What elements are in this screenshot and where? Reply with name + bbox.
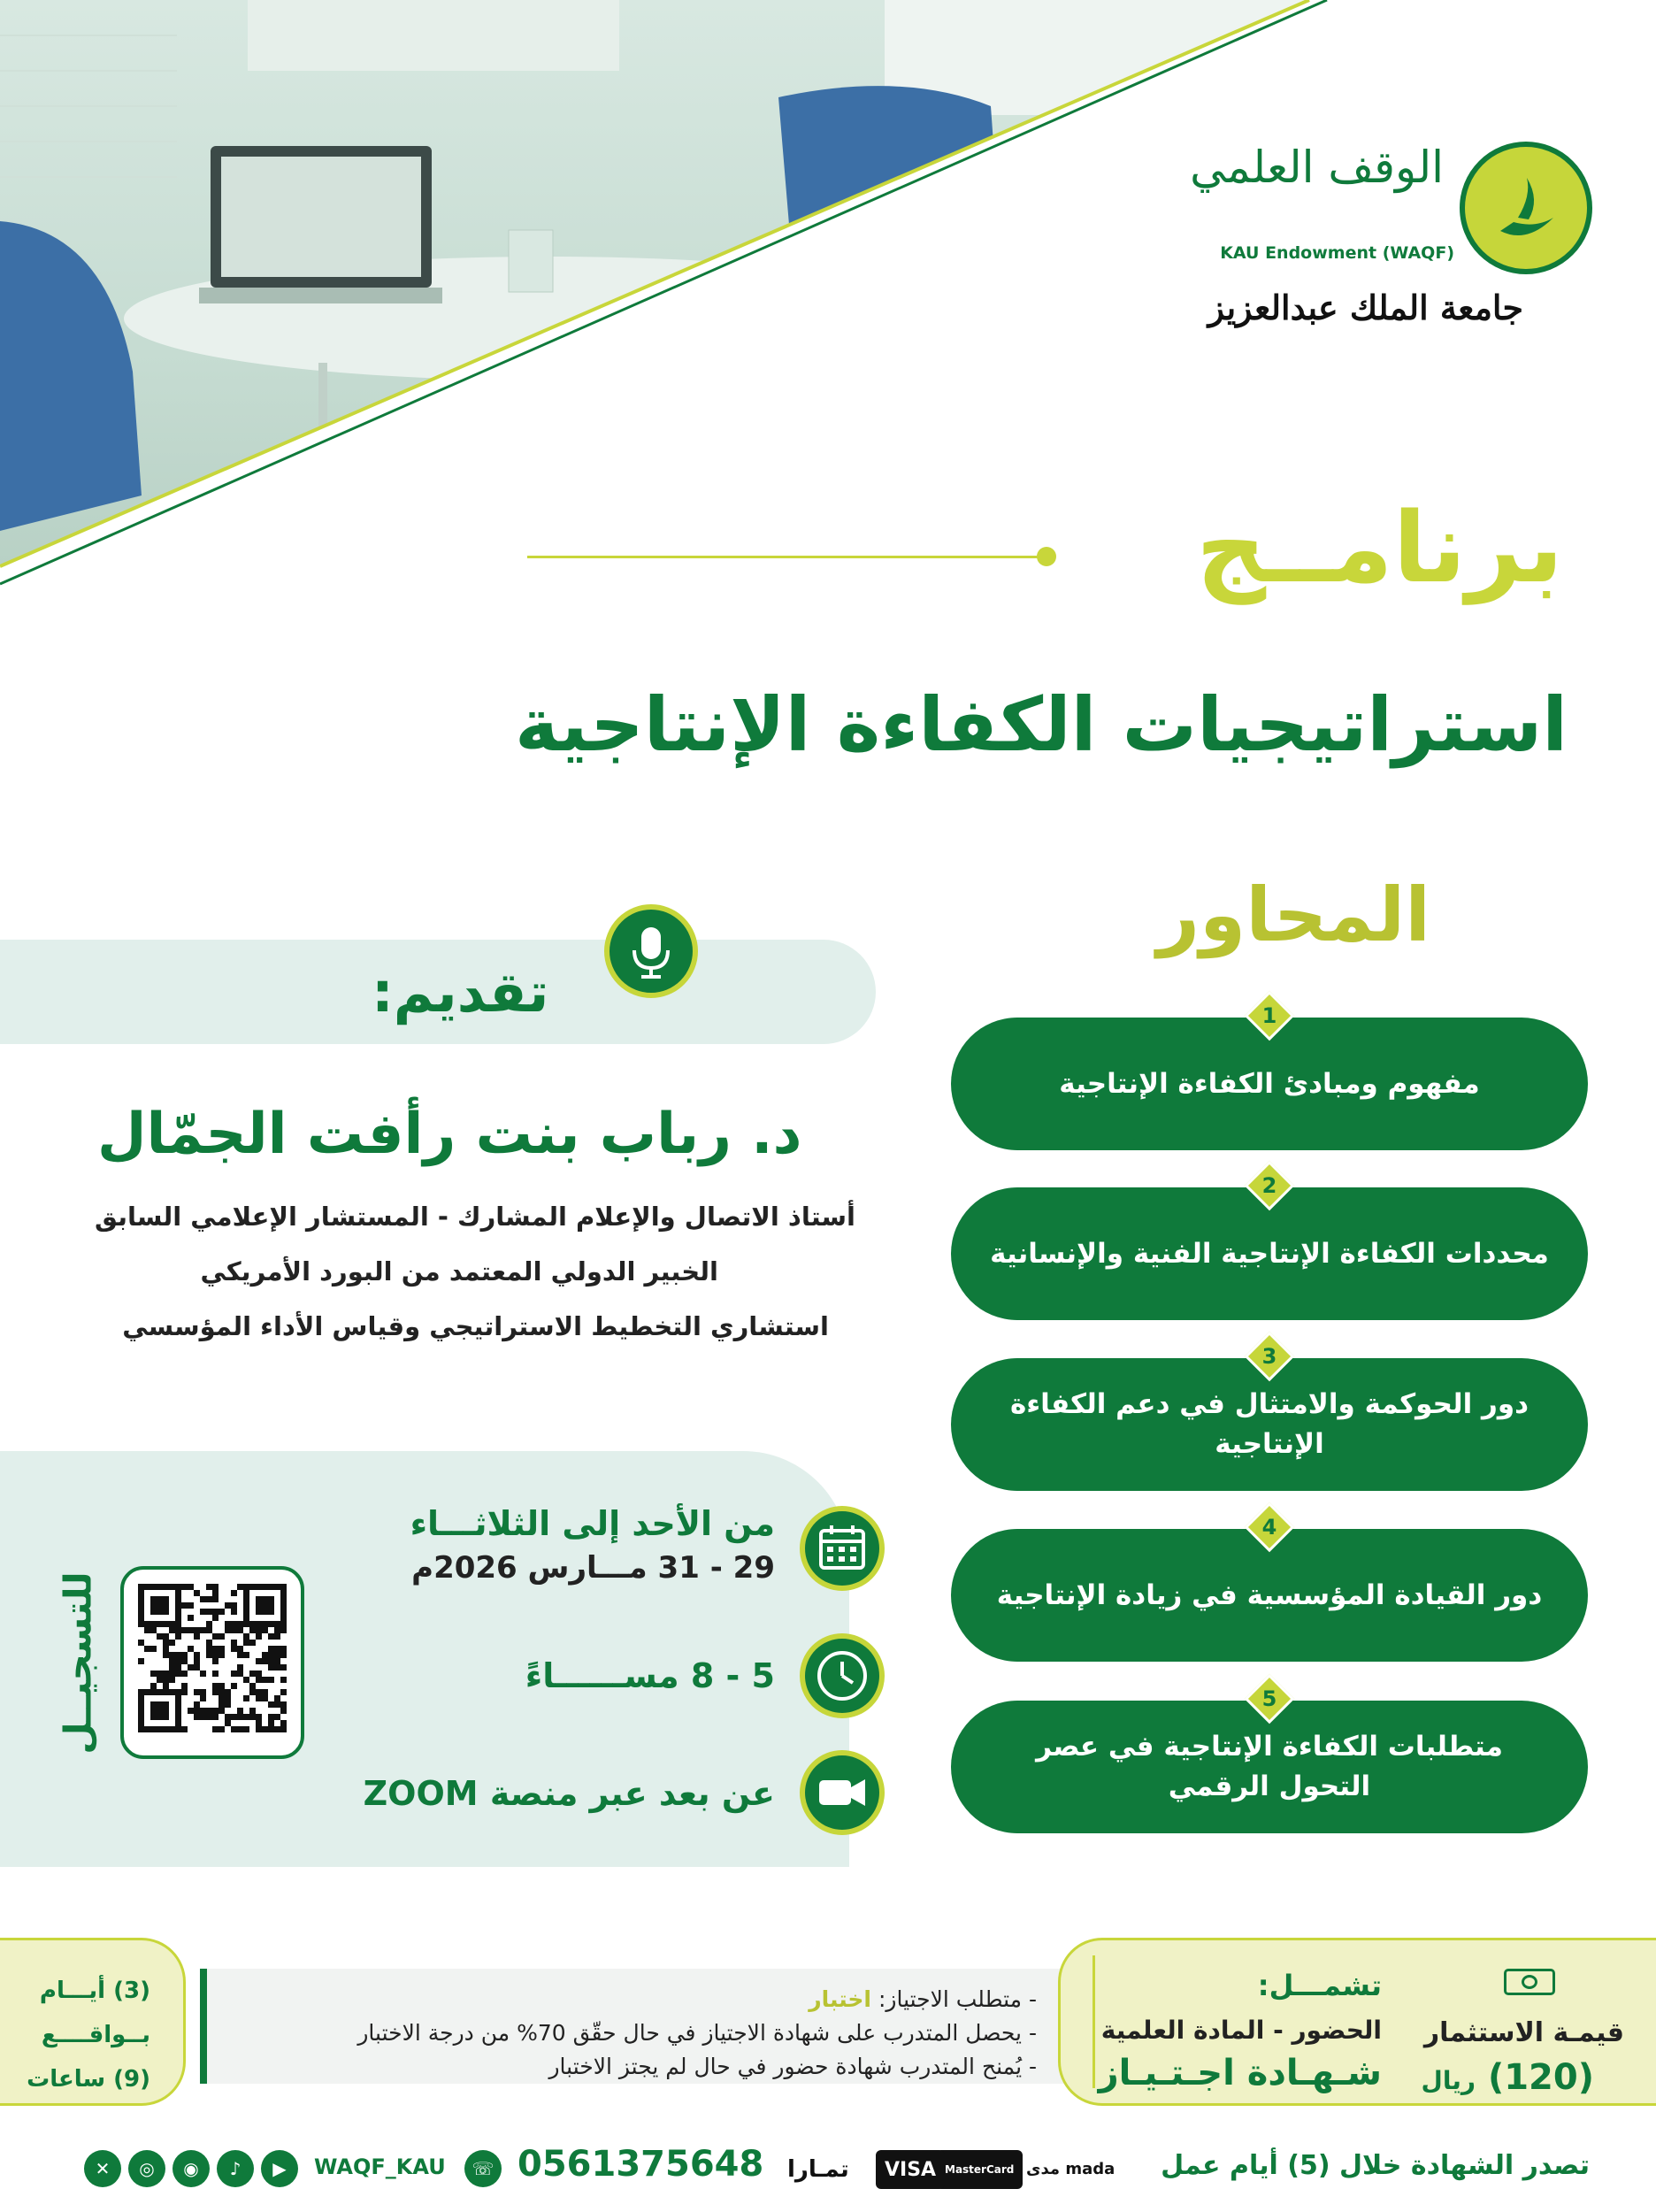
x-twitter-icon[interactable]: ✕ [84, 2150, 121, 2187]
presenter-bio-line-3: استشاري التخطيط الاستراتيجي وقياس الأداء المؤسسي [122, 1311, 829, 1341]
currency-symbol: ريال [1421, 2066, 1476, 2095]
requirement-line-3: - يُمنح المتدرب شهادة حضور في حال لم يجتز الاختبار [548, 2054, 1037, 2079]
phone-number[interactable]: 0561375648 [518, 2144, 764, 2185]
register-label: للتسجيــل [56, 1571, 100, 1755]
platform-text: عن بعد عبر منصة ZOOM [363, 1774, 775, 1813]
mada-logo: مدى mada [1026, 2160, 1116, 2179]
logo-arabic-text: الوقف العلمي [1190, 142, 1444, 193]
includes-items: الحضور - المادة العلمية [1100, 2016, 1382, 2045]
requirement-label: متطلب الاجتياز: [878, 1986, 1023, 2012]
instagram-icon[interactable]: ◎ [128, 2150, 165, 2187]
youtube-icon[interactable]: ▶ [261, 2150, 298, 2187]
presenter-bio-line-1: أستاذ الاتصال والإعلام المشارك - المستشار الإعلامي السابق [94, 1202, 855, 1232]
duration-by: بــواقــــع [41, 2022, 150, 2048]
axes-heading: المحاور [1156, 872, 1430, 958]
mastercard-logo: MasterCard [936, 2150, 1023, 2189]
program-label: برنامــج [1196, 491, 1563, 604]
presenter-label: تقديم: [372, 960, 549, 1025]
duration-hours: (9) ساعات [27, 2066, 150, 2093]
certificate-note: تصدر الشهادة خلال (5) أيام عمل [1161, 2150, 1590, 2181]
requirements-accent-bar [200, 1969, 207, 2084]
cost-label: قيمـة الاستثمار [1423, 2017, 1624, 2048]
presenter-bio-line-2: الخبير الدولي المعتمد من البورد الأمريكي [200, 1256, 718, 1286]
snapchat-icon[interactable]: ◉ [172, 2150, 210, 2187]
time-text: 5 - 8 مســــــاءً [525, 1656, 775, 1695]
requirement-line-1: - متطلب الاجتياز: اختبار [809, 1986, 1037, 2012]
clock-icon [800, 1633, 885, 1718]
requirement-attend-text: يُمنح المتدرب شهادة حضور في حال لم يجتز الاختبار [548, 2054, 1023, 2079]
tiktok-icon[interactable]: ♪ [217, 2150, 254, 2187]
axis-item-text: دور الحوكمة والامتثال في دعم الكفاءة الإنتاجية [1009, 1388, 1530, 1460]
university-name: جامعة الملك عبدالعزيز [1208, 288, 1523, 327]
register-label-wrap [51, 1571, 104, 1756]
whatsapp-icon[interactable]: ☏ [464, 2150, 502, 2187]
includes-label: تشمـــل: [1257, 1969, 1382, 2002]
calendar-icon [800, 1506, 885, 1591]
axis-number: 5 [1261, 1686, 1277, 1711]
axis-item-text: مفهوم ومبادئ الكفاءة الإنتاجية [1059, 1067, 1480, 1100]
program-title: استراتيجيات الكفاءة الإنتاجية [514, 681, 1568, 768]
microphone-icon [604, 904, 698, 998]
cost-value [1422, 2057, 1594, 2098]
social-handle[interactable]: WAQF_KAU [314, 2154, 446, 2179]
requirement-value: اختبار [809, 1986, 871, 2012]
money-icon [1504, 1969, 1555, 1995]
cost-amount: (120) [1487, 2057, 1594, 2098]
axis-number: 4 [1261, 1515, 1277, 1540]
dates-text: 29 - 31 مـــارس 2026م [411, 1550, 775, 1586]
axis-item-text: محددات الكفاءة الإنتاجية الفنية والإنسانية [990, 1237, 1549, 1270]
days-text: من الأحد إلى الثلاثـــاء [410, 1504, 775, 1543]
includes-certificate: شـهـادة اجـتـيـاز [1098, 2053, 1382, 2093]
title-decor-dot [1037, 547, 1056, 566]
title-decor-line [527, 556, 1040, 558]
video-camera-icon [800, 1750, 885, 1835]
logo-english-text: KAU Endowment (WAQF) [1220, 243, 1454, 263]
presenter-name: د. رباب بنت رأفت الجمّال [97, 1102, 802, 1167]
requirement-pass-text: يحصل المتدرب على شهادة الاجتياز في حال حقّق 70% من درجة الاختبار [357, 2020, 1023, 2046]
requirement-line-2: - يحصل المتدرب على شهادة الاجتياز في حال حقّق 70% من درجة الاختبار [357, 2020, 1037, 2046]
tamara-logo: تمـارا [787, 2156, 849, 2183]
axis-item-text: دور القيادة المؤسسية في زيادة الإنتاجية [996, 1578, 1543, 1611]
axis-number: 3 [1261, 1344, 1277, 1369]
axis-item-text: متطلبات الكفاءة الإنتاجية في عصر التحول الرقمي [1036, 1731, 1503, 1802]
registration-qr-code[interactable] [120, 1566, 304, 1759]
axis-number: 1 [1261, 1003, 1277, 1028]
visa-logo: VISA [876, 2150, 945, 2189]
axis-number: 2 [1261, 1173, 1277, 1198]
pricing-divider [1092, 1955, 1095, 2088]
duration-days: (3) أيـــام [39, 1978, 150, 2004]
waqf-logo-icon [1460, 142, 1592, 274]
